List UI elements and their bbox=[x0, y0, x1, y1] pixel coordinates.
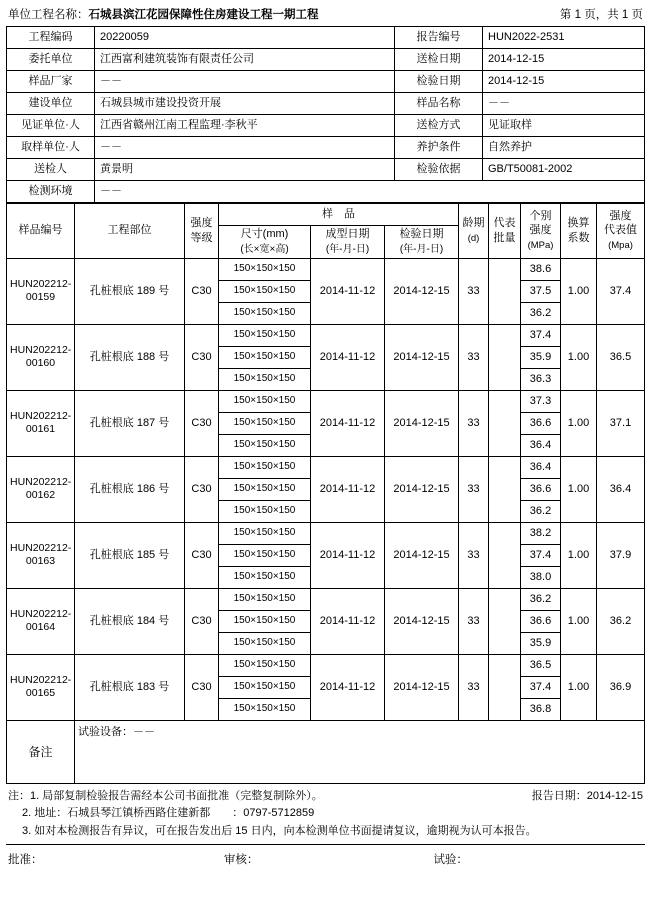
cell-position: 孔桩根底 187 号 bbox=[75, 390, 185, 456]
cell-size: 150×150×150 bbox=[219, 632, 311, 654]
cell-size: 150×150×150 bbox=[219, 280, 311, 302]
col-mold-date-line1: 成型日期 bbox=[325, 228, 370, 240]
cell-size: 150×150×150 bbox=[219, 412, 311, 434]
cell-age: 33 bbox=[459, 456, 489, 522]
col-individual-line1: 个别 bbox=[529, 209, 552, 222]
cell-grade: C30 bbox=[185, 324, 219, 390]
table-row bbox=[7, 115, 645, 137]
info-value: 20220059 bbox=[95, 27, 395, 49]
cell-conversion: 1.00 bbox=[561, 258, 597, 324]
col-conversion-line1: 换算 bbox=[567, 217, 590, 229]
cell-sample-code: HUN202212-00161 bbox=[7, 390, 75, 456]
col-age-line2: (d) bbox=[467, 232, 480, 244]
cell-age: 33 bbox=[459, 258, 489, 324]
page-header bbox=[6, 4, 645, 26]
table-row bbox=[7, 159, 645, 181]
cell-mold-date: 2014-11-12 bbox=[311, 456, 385, 522]
environment-value: －－ bbox=[95, 181, 645, 203]
cell-test-date: 2014-12-15 bbox=[385, 654, 459, 720]
info-value: 黄景明 bbox=[95, 159, 395, 181]
cell-size: 150×150×150 bbox=[219, 522, 311, 544]
cell-size: 150×150×150 bbox=[219, 500, 311, 522]
cell-sample-code: HUN202212-00160 bbox=[7, 324, 75, 390]
cell-individual-strength: 36.3 bbox=[521, 368, 561, 390]
table-row bbox=[7, 93, 645, 115]
info-label: 样品厂家 bbox=[7, 71, 95, 93]
col-batch-line2: 批量 bbox=[493, 231, 516, 244]
cell-conversion: 1.00 bbox=[561, 456, 597, 522]
cell-size: 150×150×150 bbox=[219, 456, 311, 478]
cell-position: 孔桩根底 183 号 bbox=[75, 654, 185, 720]
project-title-line bbox=[8, 6, 319, 22]
col-representative-strength bbox=[597, 204, 645, 259]
cell-individual-strength: 35.9 bbox=[521, 632, 561, 654]
cell-representative: 37.9 bbox=[597, 522, 645, 588]
table-row bbox=[7, 49, 645, 71]
table-row bbox=[7, 258, 645, 280]
table-row bbox=[7, 390, 645, 412]
cell-individual-strength: 36.8 bbox=[521, 698, 561, 720]
col-conversion-factor bbox=[561, 204, 597, 259]
cell-mold-date: 2014-11-12 bbox=[311, 654, 385, 720]
info-value: －－ bbox=[483, 93, 645, 115]
cell-individual-strength: 36.6 bbox=[521, 610, 561, 632]
col-conversion-line2: 系数 bbox=[567, 231, 590, 244]
col-position: 工程部位 bbox=[75, 204, 185, 259]
col-mold-date bbox=[311, 226, 385, 259]
cell-individual-strength: 37.4 bbox=[521, 324, 561, 346]
cell-individual-strength: 36.6 bbox=[521, 412, 561, 434]
col-test-date bbox=[385, 226, 459, 259]
cell-position: 孔桩根底 189 号 bbox=[75, 258, 185, 324]
cell-batch bbox=[489, 456, 521, 522]
signature-approve: 批准： bbox=[8, 854, 43, 867]
col-size bbox=[219, 226, 311, 259]
col-size-line1: 尺寸(mm) bbox=[240, 228, 289, 240]
cell-size: 150×150×150 bbox=[219, 698, 311, 720]
cell-mold-date: 2014-11-12 bbox=[311, 522, 385, 588]
cell-test-date: 2014-12-15 bbox=[385, 324, 459, 390]
environment-label: 检测环境 bbox=[7, 181, 95, 203]
cell-individual-strength: 36.6 bbox=[521, 478, 561, 500]
cell-conversion: 1.00 bbox=[561, 588, 597, 654]
note-line-3: 3. 如对本检测报告有异议，可在报告发出后 15 日内，向本检测单位书面提请复议，逾期视为认可本报告。 bbox=[22, 824, 537, 837]
col-individual-strength bbox=[521, 204, 561, 259]
col-size-line2: (长×宽×高) bbox=[240, 243, 289, 255]
table-row bbox=[7, 71, 645, 93]
cell-individual-strength: 36.4 bbox=[521, 434, 561, 456]
cell-representative: 36.9 bbox=[597, 654, 645, 720]
cell-size: 150×150×150 bbox=[219, 258, 311, 280]
info-value: 见证取样 bbox=[483, 115, 645, 137]
notes-first-line bbox=[8, 788, 643, 806]
col-repr-line2: 代表值 bbox=[604, 224, 637, 237]
cell-individual-strength: 36.5 bbox=[521, 654, 561, 676]
col-test-date-line1: 检验日期 bbox=[399, 228, 444, 240]
report-date: 报告日期：2014-12-15 bbox=[531, 789, 643, 802]
cell-conversion: 1.00 bbox=[561, 522, 597, 588]
table-row bbox=[7, 324, 645, 346]
cell-individual-strength: 38.2 bbox=[521, 522, 561, 544]
info-value: 江西富利建筑装饰有限责任公司 bbox=[95, 49, 395, 71]
cell-size: 150×150×150 bbox=[219, 390, 311, 412]
cell-size: 150×150×150 bbox=[219, 368, 311, 390]
info-value: 石城县城市建设投资开展 bbox=[95, 93, 395, 115]
cell-size: 150×150×150 bbox=[219, 324, 311, 346]
table-row bbox=[7, 456, 645, 478]
cell-test-date: 2014-12-15 bbox=[385, 588, 459, 654]
cell-batch bbox=[489, 390, 521, 456]
cell-batch bbox=[489, 588, 521, 654]
cell-size: 150×150×150 bbox=[219, 434, 311, 456]
cell-age: 33 bbox=[459, 324, 489, 390]
signature-test: 试验： bbox=[433, 854, 468, 867]
cell-individual-strength: 36.2 bbox=[521, 500, 561, 522]
table-row bbox=[7, 522, 645, 544]
col-mold-date-line2: (年-月-日) bbox=[325, 243, 370, 255]
table-row bbox=[7, 181, 645, 203]
project-name: 石城县滨江花园保障性住房建设工程一期工程 bbox=[88, 9, 319, 21]
table-row bbox=[7, 137, 645, 159]
cell-mold-date: 2014-11-12 bbox=[311, 588, 385, 654]
cell-position: 孔桩根底 186 号 bbox=[75, 456, 185, 522]
cell-individual-strength: 38.0 bbox=[521, 566, 561, 588]
col-individual-line3: (MPa) bbox=[527, 240, 554, 252]
info-label: 建设单位 bbox=[7, 93, 95, 115]
col-strength-grade-line2: 等级 bbox=[190, 231, 213, 244]
cell-size: 150×150×150 bbox=[219, 544, 311, 566]
col-batch bbox=[489, 204, 521, 259]
cell-size: 150×150×150 bbox=[219, 478, 311, 500]
cell-batch bbox=[489, 654, 521, 720]
cell-batch bbox=[489, 522, 521, 588]
info-label: 送检人 bbox=[7, 159, 95, 181]
table-row bbox=[7, 588, 645, 610]
cell-conversion: 1.00 bbox=[561, 324, 597, 390]
cell-representative: 37.1 bbox=[597, 390, 645, 456]
cell-grade: C30 bbox=[185, 390, 219, 456]
info-label: 养护条件 bbox=[395, 137, 483, 159]
note-line-2: 2. 地址：石城县琴江镇桥西路住建新都 ：0797-5712859 bbox=[22, 807, 315, 820]
cell-sample-code: HUN202212-00159 bbox=[7, 258, 75, 324]
cell-sample-code: HUN202212-00163 bbox=[7, 522, 75, 588]
cell-size: 150×150×150 bbox=[219, 676, 311, 698]
info-value: －－ bbox=[95, 137, 395, 159]
cell-size: 150×150×150 bbox=[219, 566, 311, 588]
cell-test-date: 2014-12-15 bbox=[385, 522, 459, 588]
project-label: 单位工程名称： bbox=[8, 9, 89, 21]
cell-grade: C30 bbox=[185, 522, 219, 588]
note-line-1: 注：1. 局部复制检验报告需经本公司书面批准（完整复制除外）。 bbox=[8, 789, 323, 802]
cell-size: 150×150×150 bbox=[219, 654, 311, 676]
cell-representative: 36.2 bbox=[597, 588, 645, 654]
info-label: 检验依据 bbox=[395, 159, 483, 181]
cell-size: 150×150×150 bbox=[219, 302, 311, 324]
signature-row bbox=[6, 844, 645, 871]
cell-age: 33 bbox=[459, 390, 489, 456]
cell-position: 孔桩根底 185 号 bbox=[75, 522, 185, 588]
cell-position: 孔桩根底 188 号 bbox=[75, 324, 185, 390]
info-label: 检验日期 bbox=[395, 71, 483, 93]
col-test-date-line2: (年-月-日) bbox=[399, 243, 444, 255]
cell-size: 150×150×150 bbox=[219, 346, 311, 368]
info-label: 委托单位 bbox=[7, 49, 95, 71]
cell-individual-strength: 36.2 bbox=[521, 302, 561, 324]
table-row bbox=[7, 27, 645, 49]
cell-individual-strength: 37.4 bbox=[521, 544, 561, 566]
table-row bbox=[7, 654, 645, 676]
cell-mold-date: 2014-11-12 bbox=[311, 258, 385, 324]
cell-grade: C30 bbox=[185, 258, 219, 324]
signature-review: 审核： bbox=[223, 854, 259, 867]
col-sample-group: 样 品 bbox=[219, 204, 459, 226]
cell-individual-strength: 36.4 bbox=[521, 456, 561, 478]
cell-mold-date: 2014-11-12 bbox=[311, 390, 385, 456]
cell-individual-strength: 35.9 bbox=[521, 346, 561, 368]
cell-representative: 36.5 bbox=[597, 324, 645, 390]
col-individual-line2: 强度 bbox=[529, 224, 552, 237]
col-strength-grade-line1: 强度 bbox=[190, 217, 213, 229]
report-info-table bbox=[6, 26, 645, 203]
cell-position: 孔桩根底 184 号 bbox=[75, 588, 185, 654]
cell-sample-code: HUN202212-00165 bbox=[7, 654, 75, 720]
info-label: 取样单位·人 bbox=[7, 137, 95, 159]
info-value: 2014-12-15 bbox=[483, 49, 645, 71]
info-label: 送检日期 bbox=[395, 49, 483, 71]
cell-grade: C30 bbox=[185, 588, 219, 654]
cell-size: 150×150×150 bbox=[219, 610, 311, 632]
col-repr-line3: (Mpa) bbox=[608, 240, 633, 252]
cell-age: 33 bbox=[459, 588, 489, 654]
info-value: 自然养护 bbox=[483, 137, 645, 159]
info-label: 报告编号 bbox=[395, 27, 483, 49]
info-label: 工程编码 bbox=[7, 27, 95, 49]
cell-representative: 36.4 bbox=[597, 456, 645, 522]
info-label: 见证单位·人 bbox=[7, 115, 95, 137]
col-sample-code: 样品编号 bbox=[7, 204, 75, 259]
info-label: 送检方式 bbox=[395, 115, 483, 137]
cell-representative: 37.4 bbox=[597, 258, 645, 324]
cell-conversion: 1.00 bbox=[561, 390, 597, 456]
cell-sample-code: HUN202212-00162 bbox=[7, 456, 75, 522]
col-age-line1: 龄期 bbox=[462, 217, 485, 229]
cell-individual-strength: 38.6 bbox=[521, 258, 561, 280]
table-header-row bbox=[7, 204, 645, 226]
cell-age: 33 bbox=[459, 522, 489, 588]
sample-results-table bbox=[6, 203, 645, 784]
cell-batch bbox=[489, 258, 521, 324]
cell-individual-strength: 37.5 bbox=[521, 280, 561, 302]
info-label: 样品名称 bbox=[395, 93, 483, 115]
cell-grade: C30 bbox=[185, 654, 219, 720]
notes-block bbox=[6, 784, 645, 843]
remark-row bbox=[7, 720, 645, 783]
info-value: 江西省赣州江南工程监理·李秋平 bbox=[95, 115, 395, 137]
cell-mold-date: 2014-11-12 bbox=[311, 324, 385, 390]
remark-label: 备注 bbox=[7, 720, 75, 783]
cell-test-date: 2014-12-15 bbox=[385, 258, 459, 324]
cell-size: 150×150×150 bbox=[219, 588, 311, 610]
cell-age: 33 bbox=[459, 654, 489, 720]
col-strength-grade bbox=[185, 204, 219, 259]
cell-conversion: 1.00 bbox=[561, 654, 597, 720]
cell-test-date: 2014-12-15 bbox=[385, 456, 459, 522]
cell-sample-code: HUN202212-00164 bbox=[7, 588, 75, 654]
cell-grade: C30 bbox=[185, 456, 219, 522]
info-value: GB/T50081-2002 bbox=[483, 159, 645, 181]
col-age bbox=[459, 204, 489, 259]
cell-test-date: 2014-12-15 bbox=[385, 390, 459, 456]
info-value: HUN2022-2531 bbox=[483, 27, 645, 49]
col-repr-line1: 强度 bbox=[609, 209, 632, 222]
info-value: 2014-12-15 bbox=[483, 71, 645, 93]
col-batch-line1: 代表 bbox=[493, 217, 516, 229]
cell-individual-strength: 36.2 bbox=[521, 588, 561, 610]
page-count: 第 1 页，共 1 页 bbox=[559, 9, 643, 21]
info-value: －－ bbox=[95, 71, 395, 93]
cell-individual-strength: 37.4 bbox=[521, 676, 561, 698]
cell-batch bbox=[489, 324, 521, 390]
remark-text: 试验设备：－－ bbox=[75, 720, 645, 783]
cell-individual-strength: 37.3 bbox=[521, 390, 561, 412]
